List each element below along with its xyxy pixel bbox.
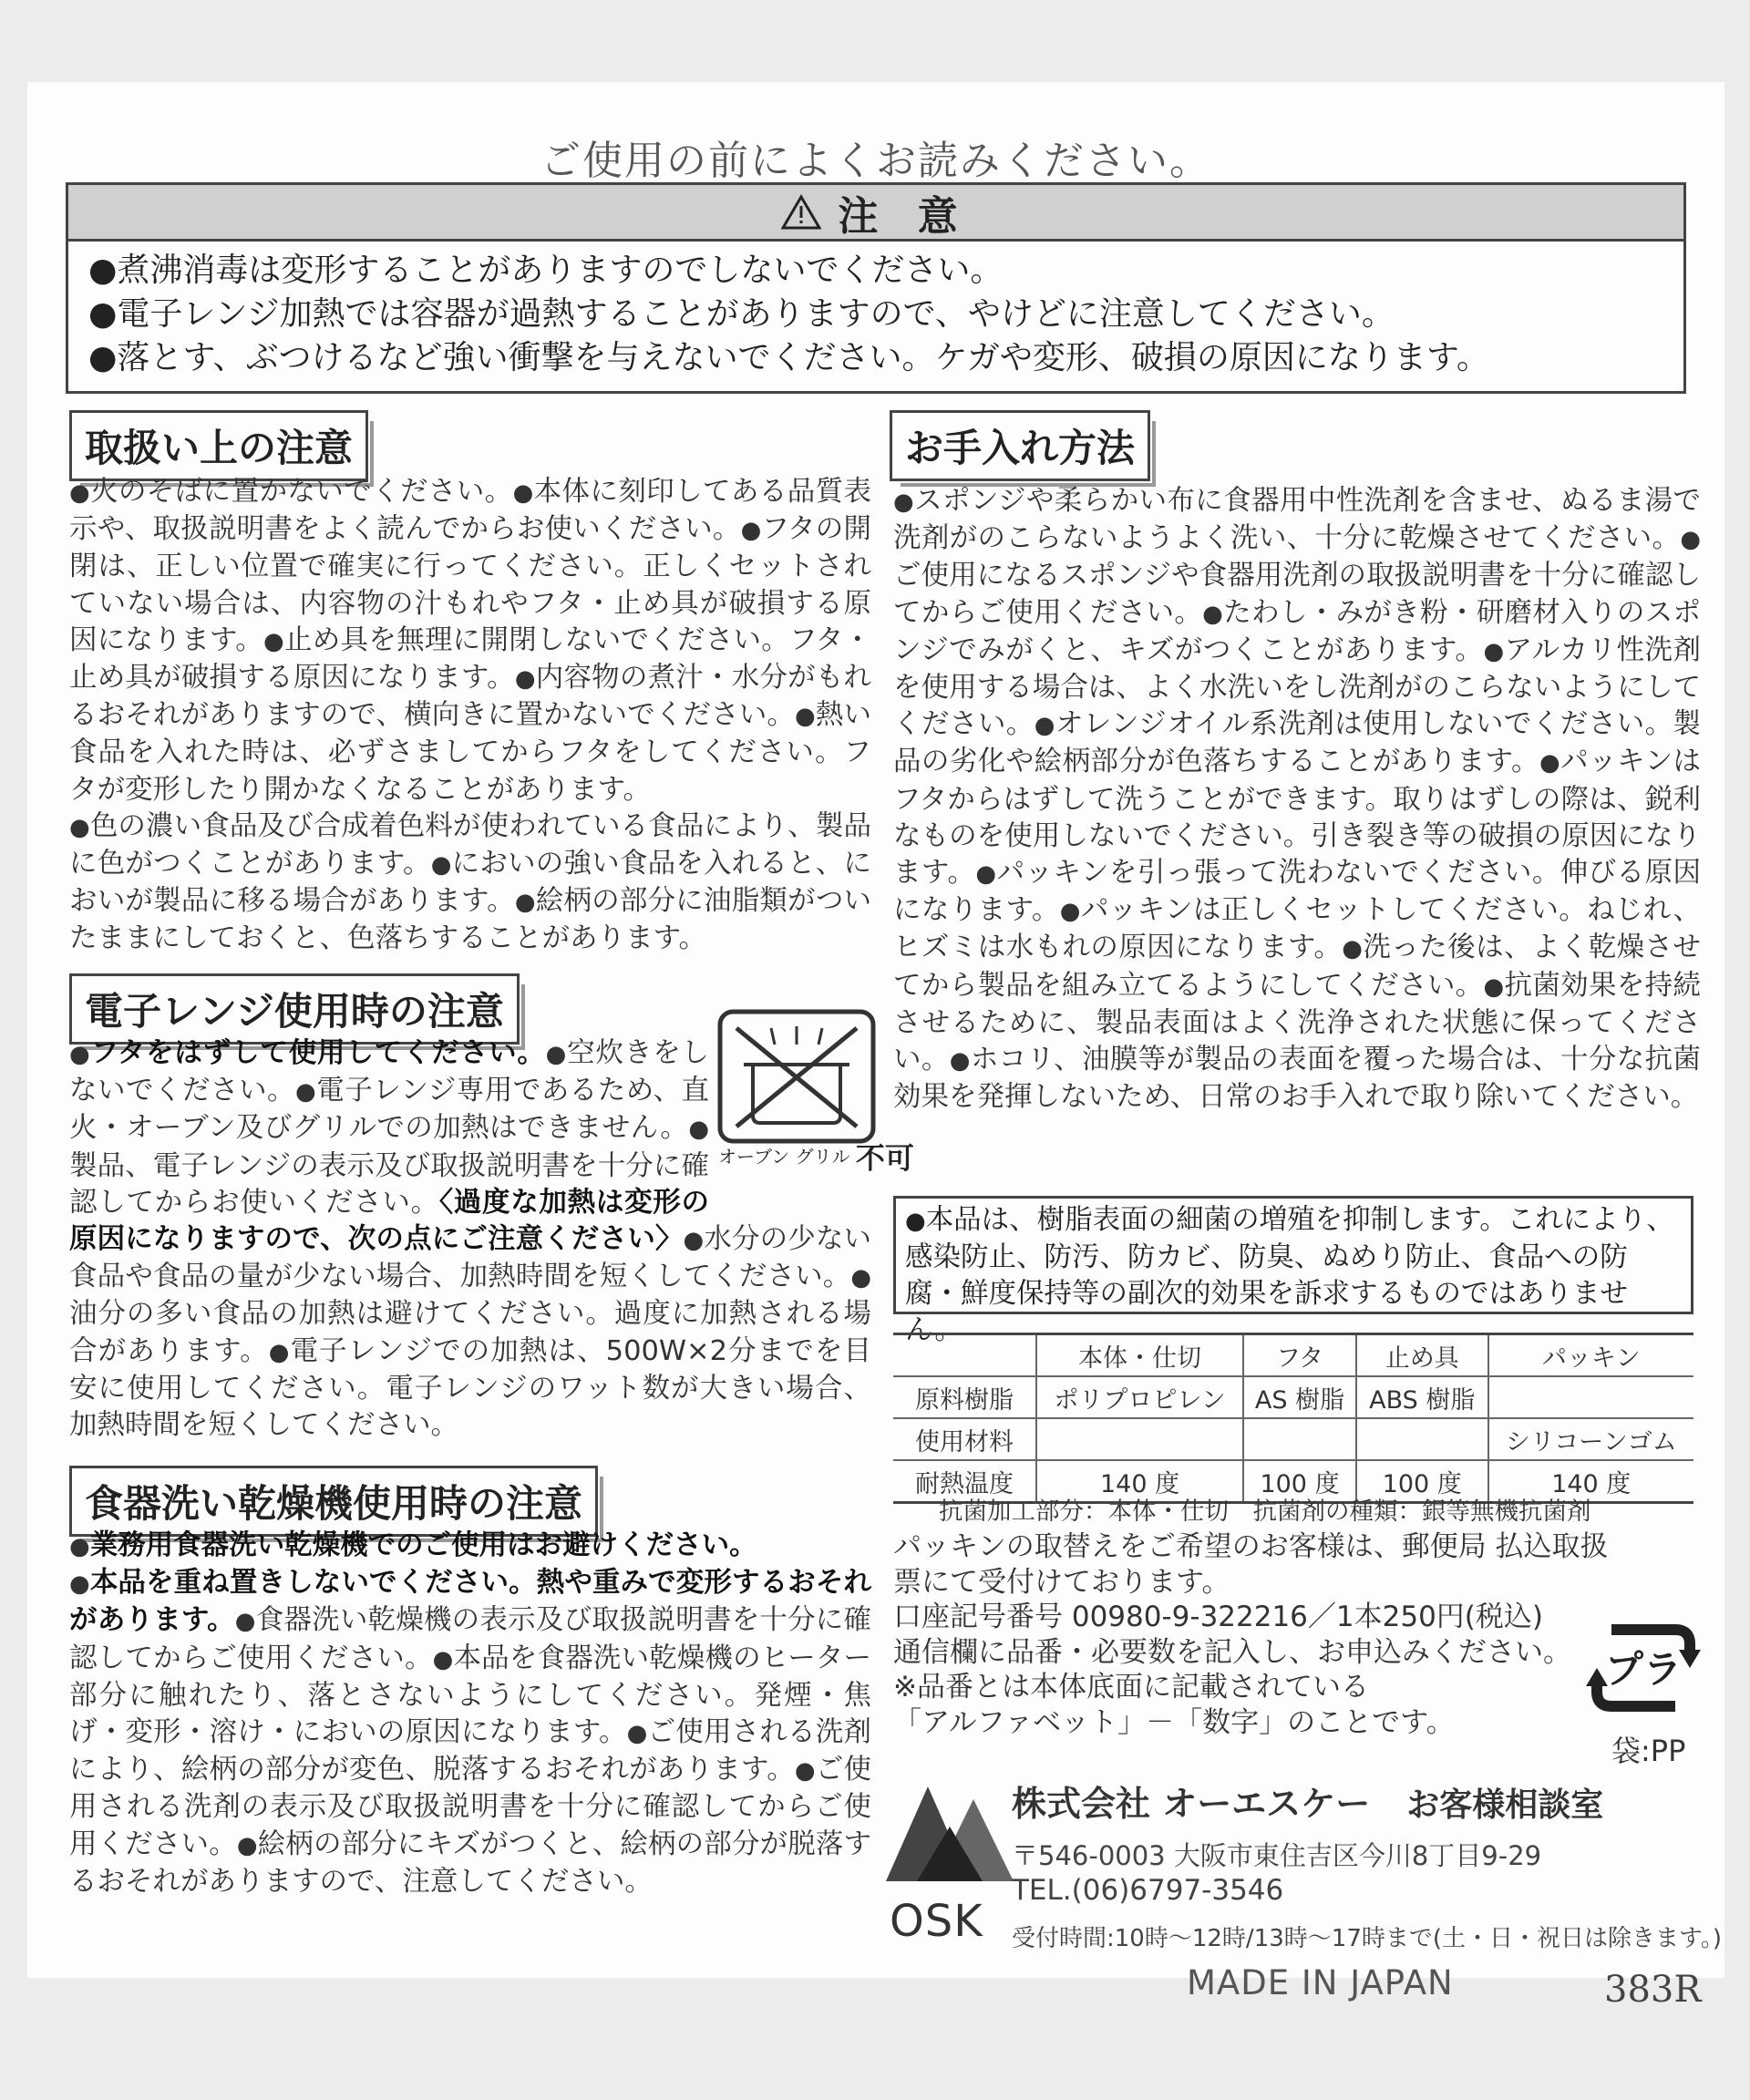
order-info <box>893 1529 1622 1740</box>
spec-table <box>893 1333 1693 1504</box>
table-cell: 140 度 <box>1488 1460 1693 1503</box>
section-title-microwave: 電子レンジ使用時の注意 <box>69 973 520 1045</box>
company-tel: TEL.(06)6797-3546 <box>1012 1874 1284 1907</box>
table-cell: 止め具 <box>1356 1334 1488 1377</box>
caution-item: ●電子レンジ加熱では容器が過熱することがありますので、やけどに注意してください。 <box>88 295 1395 333</box>
caution-item: ●煮沸消毒は変形することがありますのでしないでください。 <box>88 252 1004 289</box>
made-in-label: MADE IN JAPAN <box>1187 1963 1454 2002</box>
product-code: 383R <box>1604 1969 1702 2011</box>
company-name: 株式会社 オーエスケー お客様相談室 <box>1012 1784 1604 1824</box>
table-cell: パッキン <box>1488 1334 1693 1377</box>
table-cell: ポリプロピレン <box>1036 1376 1243 1418</box>
table-cell: 140 度 <box>1036 1460 1243 1503</box>
antibacterial-notice: ●本品は、樹脂表面の細菌の増殖を抑制します。これにより、感染防止、防汚、防カビ、防臭、ぬめり防止、食品への防腐・鮮度保持等の副次的効果を訴求するものではありません。 <box>893 1196 1693 1314</box>
business-hours: 受付時間:10時～12時/13時～17時まで(土・日・祝日は除きます。) <box>1012 1925 1723 1952</box>
order-line: パッキンの取替えをご希望のお客様は、郵便局 払込取扱票にて受付けております。 <box>893 1530 1609 1599</box>
table-cell: 使用材料 <box>893 1418 1036 1460</box>
table-cell <box>1243 1418 1356 1460</box>
table-row <box>893 1376 1693 1418</box>
table-row <box>893 1418 1693 1460</box>
section-title-care: お手入れ方法 <box>890 410 1150 481</box>
order-line: 口座記号番号 00980-9-322216／1本250円(税込) <box>893 1601 1543 1633</box>
logo-text: OSK <box>890 1896 983 1947</box>
table-cell: 原料樹脂 <box>893 1376 1036 1418</box>
microwave-text: ●フタをはずして使用してください。●空炊きをしないでください。●電子レンジ専用であるため、直火・オーブン及びグリルでの加熱はできません。●製品、電子レンジの表示及び取扱説明書を十分に確認してからお使いください。〈過度な加熱は変形の原因になりますので、次の点にご注意ください〉●水分の少ない食品や食品の量が少ない場合、加熱時間を短くしてください。●油分の多い食品の加熱は避けてください。過度に加熱される場合があります。●電子レンジでの加熱は、500W×2分までを目安に使用してください。電子レンジのワット数が大きい場合、加熱時間を短くしてください。 <box>69 1037 872 1442</box>
order-line: ※品番とは本体底面に記載されている <box>893 1671 1369 1704</box>
table-cell: AS 樹脂 <box>1243 1376 1356 1418</box>
table-cell <box>1356 1418 1488 1460</box>
osk-logo-mark <box>882 1781 1017 1890</box>
caution-box <box>66 182 1686 394</box>
company-address: 〒546-0003 大阪市東住吉区今川8丁目9-29 <box>1012 1840 1542 1871</box>
dishwasher-text: ●業務用食器洗い乾燥機でのご使用はお避けください。 ●本品を重ね置きしないでください。熱や重みで変形するおそれがあります。●食器洗い乾燥機の表示及び取扱説明書を十分に確認してからご使用ください。●本品を食器洗い乾燥機のヒーター部分に触れたり、落とさないようにしてください。発煙・焦げ・変形・溶け・においの原因になります。●ご使用される洗剤により、絵柄の部分が変色、脱落するおそれがあります。●ご使用される洗剤の表示及び取扱説明書を十分に確認してからご使用ください。●絵柄の部分にキズがつくと、絵柄の部分が脱落するおそれがありますので、注意してください。 <box>69 1529 872 1898</box>
order-line: 通信欄に品番・必要数を記入し、お申込みください。 <box>893 1635 1571 1669</box>
page-title: ご使用の前によくお読みください。 <box>540 138 1211 184</box>
table-cell <box>893 1334 1036 1377</box>
table-cell <box>1488 1376 1693 1418</box>
table-cell: ABS 樹脂 <box>1356 1376 1488 1418</box>
table-header-row <box>893 1334 1693 1377</box>
table-cell: フタ <box>1243 1334 1356 1377</box>
antibacterial-info: 抗菌加工部分：本体・仕切 抗菌剤の種類：銀等無機抗菌剤 <box>939 1498 1591 1526</box>
handling-text: ●火のそばに置かないでください。●本体に刻印してある品質表示や、取扱説明書をよく読んでからお使いください。●フタの開閉は、正しい位置で確実に行ってください。正しくセットされていない場合は、内容物の汁もれやフタ・止め具が破損する原因になります。●止め具を無理に開閉しないでください。フタ・止め具が破損する原因になります。●内容物の煮汁・水分がもれるおそれがありますので、横向きに置かないでください。●熱い食品を入れた時は、必ずさましてからフタをしてください。フタが変形したり開かなくなることがあります。 ●色の濃い食品及び合成着色料が使われている食品により、製品に色がつくことがあります。●においの強い食品を入れると、においが製品に移る場合があります。●絵柄の部分に油脂類がついたままにしておくと、色落ちすることがあります。 <box>69 476 872 955</box>
table-cell: 100 度 <box>1243 1460 1356 1503</box>
table-cell: 耐熱温度 <box>893 1460 1036 1503</box>
no-oven-grill-caption: オーブン グリル 不可 <box>718 1140 914 1176</box>
caution-title-bar <box>68 185 1683 242</box>
recycle-pla-icon <box>1584 1613 1703 1723</box>
table-cell <box>1036 1418 1243 1460</box>
bag-material-label: 袋:PP <box>1611 1734 1686 1768</box>
table-cell: 本体・仕切 <box>1036 1334 1243 1377</box>
section-title-handling: 取扱い上の注意 <box>69 410 368 481</box>
svg-text:プラ: プラ <box>1604 1647 1683 1692</box>
care-text: ●スポンジや柔らかい布に食器用中性洗剤を含ませ、ぬるま湯で洗剤がのこらないようよく洗い、十分に乾燥させてください。●ご使用になるスポンジや食器用洗剤の取扱説明書を十分に確認してからご使用ください。●たわし・みがき粉・研磨材入りのスポンジでみがくと、キズがつくことがあります。●アルカリ性洗剤を使用する場合は、よく水洗いをし洗剤がのこらないようにしてください。●オレンジオイル系洗剤は使用しないでください。製品の劣化や絵柄部分が色落ちすることがあります。●パッキンはフタからはずして洗うことができます。取りはずしの際は、鋭利なものを使用しないでください。引き裂き等の破損の原因になります。●パッキンを引っ張って洗わないでください。伸びる原因になります。●パッキンは正しくセットしてください。ねじれ、ヒズミは水もれの原因になります。●洗った後は、よく乾燥させてから製品を組み立てるようにしてください。●抗菌効果を持続させるために、製品表面はよく洗浄された状態に保ってください。●ホコリ、油膜等が製品の表面を覆った場合は、十分な抗菌効果を発揮しないため、日常のお手入れで取り除いてください。 <box>893 485 1702 1114</box>
instruction-sheet <box>27 82 1724 2011</box>
warning-icon <box>781 194 821 231</box>
order-line: 「アルファベット」－「数字」のことです。 <box>893 1705 1455 1739</box>
caution-title: 注 意 <box>838 192 971 240</box>
table-cell: シリコーンゴム <box>1488 1418 1693 1460</box>
section-title-dishwasher: 食器洗い乾燥機使用時の注意 <box>69 1466 598 1537</box>
table-cell: 100 度 <box>1356 1460 1488 1503</box>
caution-item: ●落とす、ぶつけるなど強い衝撃を与えないでください。ケガや変形、破損の原因になります。 <box>88 339 1489 376</box>
